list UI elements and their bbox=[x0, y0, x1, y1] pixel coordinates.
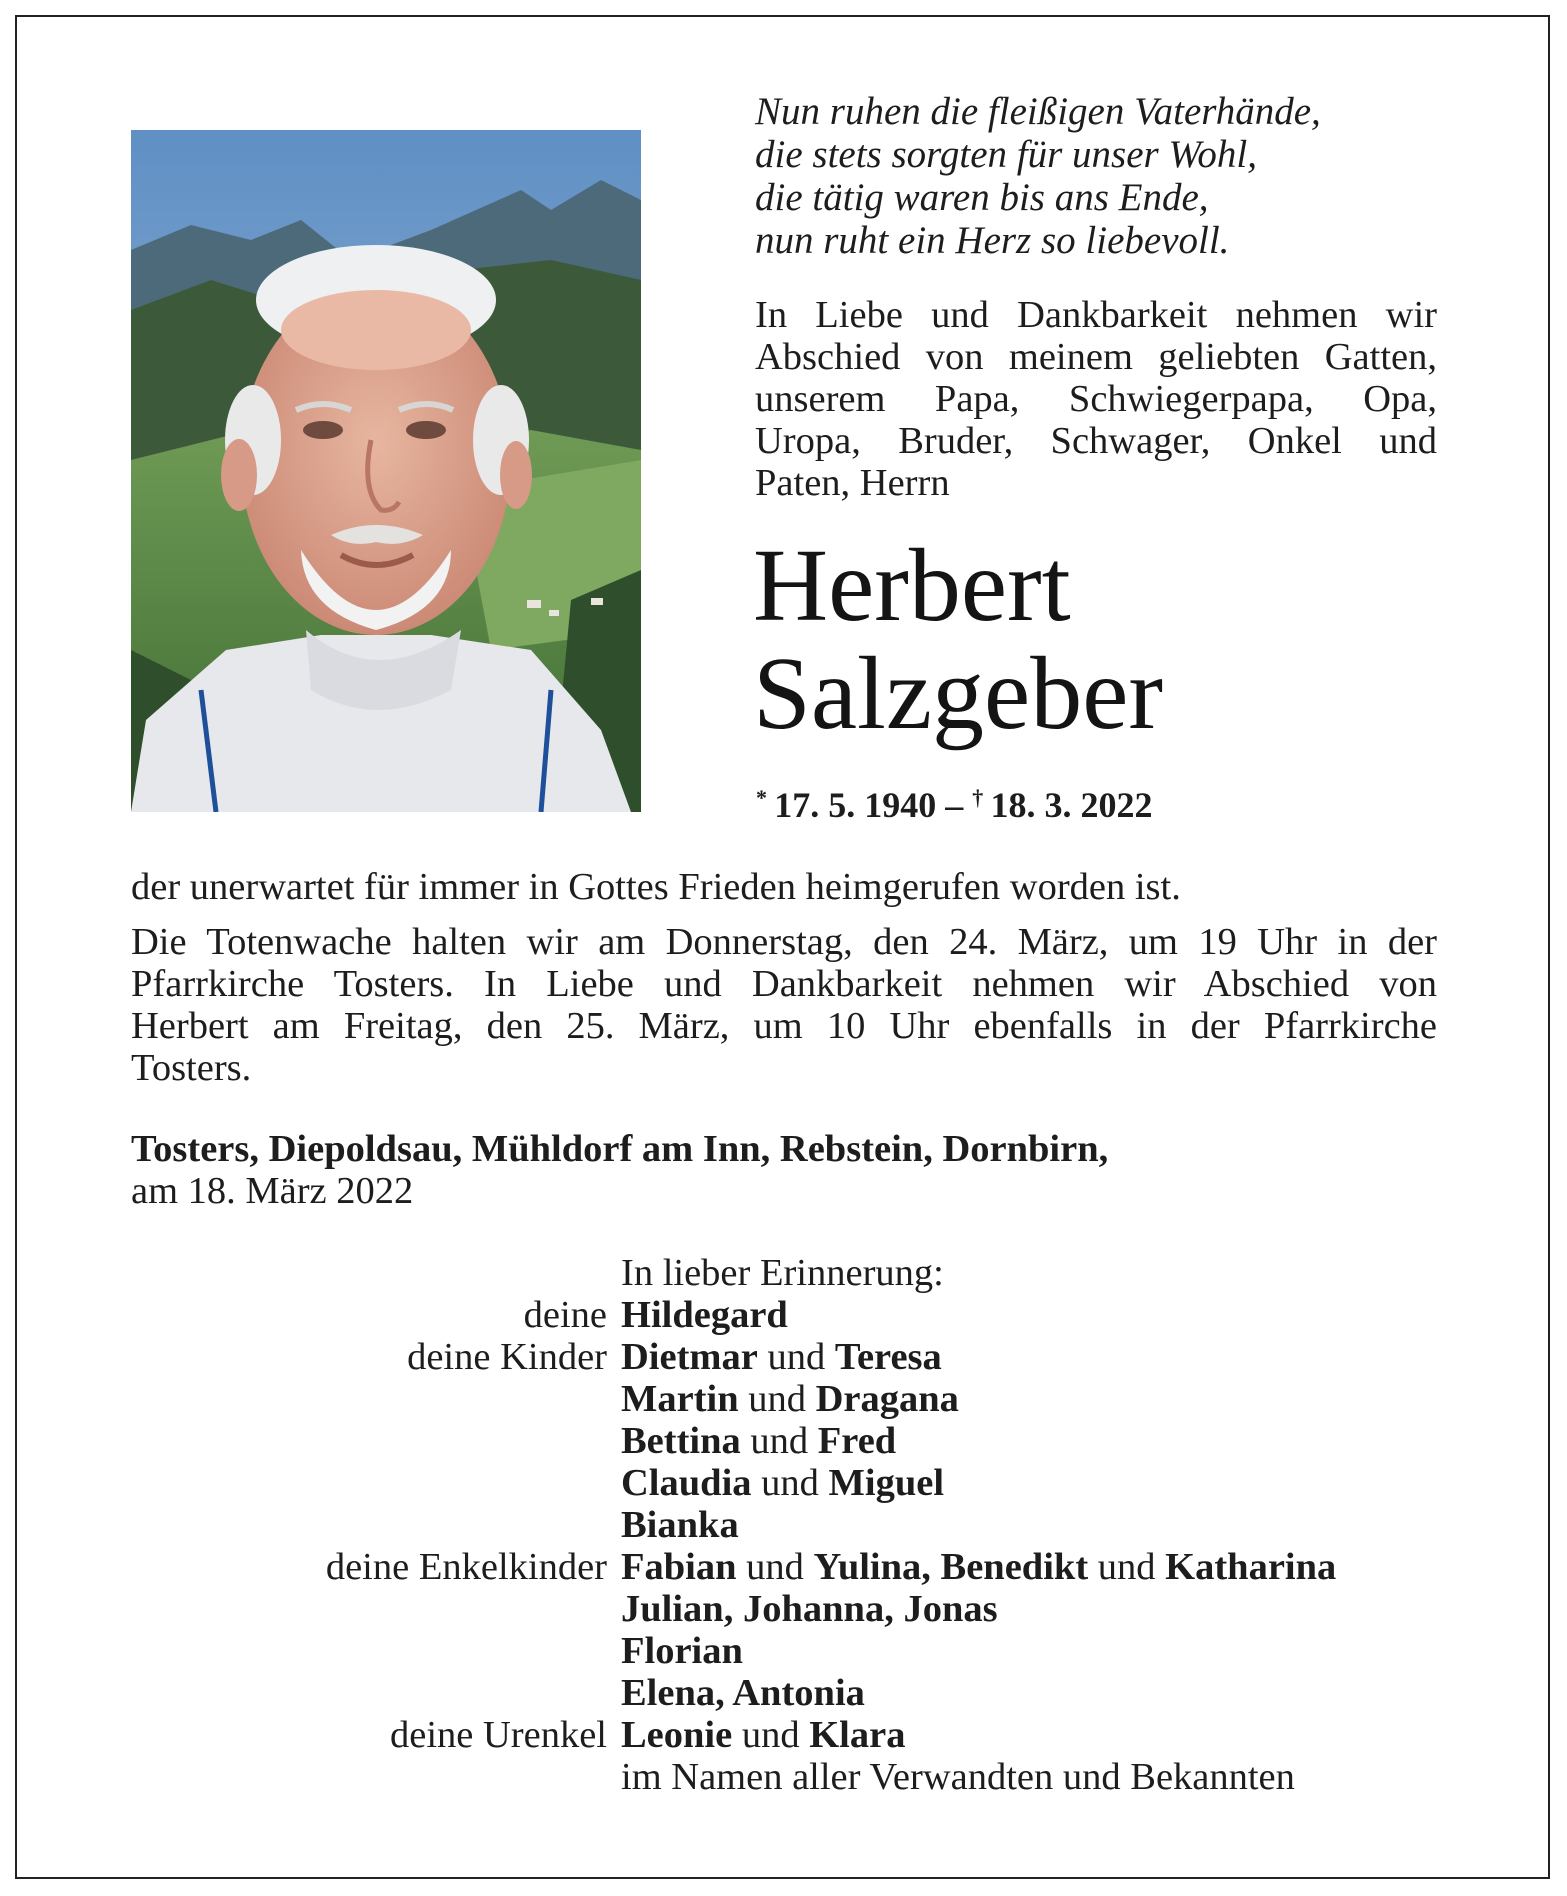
spouse-row bbox=[131, 1294, 1461, 1336]
grandchildren-row bbox=[131, 1672, 1461, 1714]
great-grandchildren-label: deine Urenkel bbox=[390, 1714, 607, 1756]
grandchildren-row bbox=[131, 1630, 1461, 1672]
memorial-poem bbox=[755, 90, 1455, 262]
birth-date: 17. 5. 1940 bbox=[774, 785, 937, 825]
partner-name: Miguel bbox=[828, 1462, 945, 1504]
wake-line: Tosters. bbox=[131, 1047, 252, 1089]
wake-announcement bbox=[131, 921, 1437, 1089]
children-row bbox=[131, 1336, 1461, 1378]
child-name: Dietmar bbox=[621, 1336, 758, 1378]
partner-name: Fred bbox=[817, 1420, 897, 1462]
children-row bbox=[131, 1462, 1461, 1504]
wake-line: Pfarrkirche Tosters. In Liebe und Dankbarkeit nehmen wir Abschied von bbox=[131, 963, 1437, 1005]
death-date: 18. 3. 2022 bbox=[990, 785, 1153, 825]
deceased-name bbox=[753, 528, 1164, 751]
great-grandchild-name: Leonie bbox=[621, 1714, 733, 1756]
date-separator: – bbox=[936, 785, 973, 825]
children-row bbox=[131, 1504, 1461, 1546]
children-label: deine Kinder bbox=[407, 1336, 607, 1378]
spouse-name: Hildegard bbox=[621, 1294, 788, 1336]
spouse-label: deine bbox=[523, 1294, 607, 1336]
first-name: Herbert bbox=[753, 528, 1071, 643]
connector: und bbox=[1097, 1546, 1156, 1588]
great-grandchildren-row bbox=[131, 1714, 1461, 1756]
grandchild-name: Katharina bbox=[1165, 1546, 1337, 1588]
death-symbol: † bbox=[972, 785, 984, 810]
child-name: Bettina bbox=[621, 1420, 741, 1462]
birth-symbol: * bbox=[756, 785, 767, 810]
connector: und bbox=[767, 1336, 826, 1378]
life-dates bbox=[756, 778, 1152, 825]
poem-line: die tätig waren bis ans Ende, bbox=[755, 176, 1209, 219]
grandchildren-row bbox=[131, 1588, 1461, 1630]
passing-sentence: der unerwartet für immer in Gottes Frieden heimgerufen worden ist. bbox=[131, 866, 1181, 908]
wake-line: Die Totenwache halten wir am Donnerstag, den 24. März, um 19 Uhr in der bbox=[131, 921, 1437, 963]
poem-line: Nun ruhen die fleißigen Vaterhände, bbox=[755, 90, 1321, 133]
portrait-photo bbox=[131, 130, 641, 812]
places-line: Tosters, Diepoldsau, Mühldorf am Inn, Rebstein, Dornbirn, bbox=[131, 1128, 1109, 1170]
poem-line: die stets sorgten für unser Wohl, bbox=[755, 133, 1257, 176]
intro-line: unserem Papa, Schwiegerpapa, Opa, bbox=[755, 378, 1437, 420]
connector: und bbox=[750, 1420, 809, 1462]
child-name: Bianka bbox=[621, 1504, 739, 1546]
children-row bbox=[131, 1420, 1461, 1462]
connector: und bbox=[746, 1546, 804, 1588]
children-row bbox=[131, 1378, 1461, 1420]
last-name: Salzgeber bbox=[753, 636, 1164, 751]
partner-name: Dragana bbox=[815, 1378, 959, 1420]
grandchild-name: Fabian bbox=[621, 1546, 737, 1588]
portrait-illustration bbox=[131, 130, 641, 812]
intro-line: Abschied von meinem geliebten Gatten, bbox=[755, 336, 1437, 378]
connector: und bbox=[741, 1714, 800, 1756]
great-grandchild-name: Klara bbox=[809, 1714, 906, 1756]
intro-line: Uropa, Bruder, Schwager, Onkel und bbox=[755, 420, 1437, 462]
connector: und bbox=[748, 1378, 806, 1420]
closing-row bbox=[131, 1756, 1461, 1798]
grandchildren-row bbox=[131, 1546, 1461, 1588]
child-name: Martin bbox=[621, 1378, 739, 1420]
remembrance-heading: In lieber Erinnerung: bbox=[621, 1252, 944, 1294]
child-name: Claudia bbox=[621, 1462, 752, 1504]
connector: und bbox=[761, 1462, 819, 1504]
partner-name: Teresa bbox=[834, 1336, 942, 1378]
place-and-date bbox=[131, 1128, 1108, 1212]
grandchild-names: Elena, Antonia bbox=[621, 1672, 865, 1714]
grandchildren-label: deine Enkelkinder bbox=[325, 1546, 607, 1588]
grandchild-names: Julian, Johanna, Jonas bbox=[621, 1588, 998, 1630]
farewell-intro bbox=[755, 294, 1437, 504]
date-line: am 18. März 2022 bbox=[131, 1170, 414, 1212]
grandchild-name: Yulina, Benedikt bbox=[813, 1546, 1089, 1588]
poem-line: nun ruht ein Herz so liebevoll. bbox=[755, 219, 1230, 262]
wake-line: Herbert am Freitag, den 25. März, um 10 Uhr ebenfalls in der Pfarrkirche bbox=[131, 1005, 1437, 1047]
closing-line: im Namen aller Verwandten und Bekannten bbox=[621, 1756, 1295, 1798]
intro-line: Paten, Herrn bbox=[755, 462, 950, 504]
grandchild-names: Florian bbox=[621, 1630, 743, 1672]
intro-line: In Liebe und Dankbarkeit nehmen wir bbox=[755, 294, 1437, 336]
family-list bbox=[131, 1252, 1461, 1798]
